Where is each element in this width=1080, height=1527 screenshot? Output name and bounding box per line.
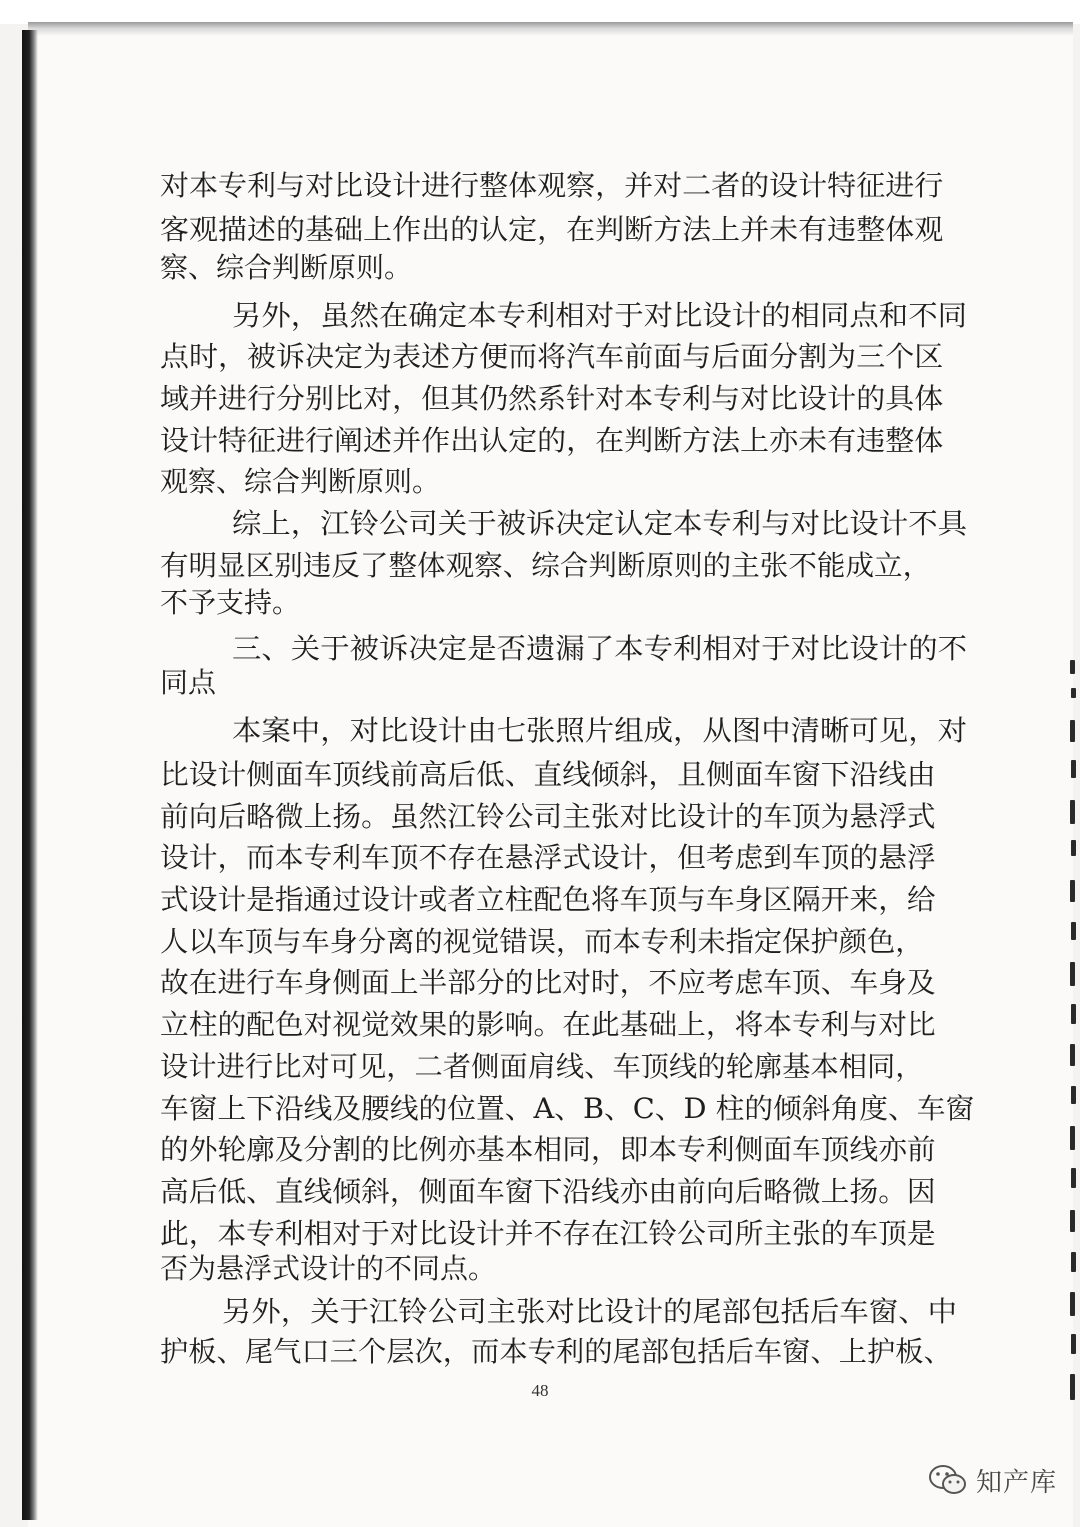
text-line: 设计进行比对可见，二者侧面肩线、车顶线的轮廓基本相同， [160, 1050, 924, 1083]
text-line: 不予支持。 [160, 586, 301, 619]
text-line: 对本专利与对比设计进行整体观察，并对二者的设计特征进行 [160, 169, 944, 202]
text-line: 本案中，对比设计由七张照片组成，从图中清晰可见，对 [232, 714, 968, 747]
text-line: 否为悬浮式设计的不同点。 [160, 1252, 497, 1285]
text-line: 高后低、直线倾斜，侧面车窗下沿线亦由前向后略微上扬。因 [160, 1175, 936, 1208]
text-line: 有明显区别违反了整体观察、综合判断原则的主张不能成立， [160, 549, 932, 582]
text-line: 综上，江铃公司关于被诉决定认定本专利与对比设计不具 [232, 507, 968, 540]
text-line: 设计，而本专利车顶不存在悬浮式设计，但考虑到车顶的悬浮 [160, 841, 936, 874]
text-line: 域并进行分别比对，但其仍然系针对本专利与对比设计的具体 [160, 382, 944, 415]
text-line: 察、综合判断原则。 [160, 251, 413, 284]
watermark [928, 1458, 1057, 1502]
text-line: 客观描述的基础上作出的认定，在判断方法上并未有违整体观 [160, 213, 944, 246]
text-line: 此，本专利相对于对比设计并不存在江铃公司所主张的车顶是 [160, 1217, 936, 1250]
page-number: 48 [531, 1381, 549, 1400]
scan-top-shadow [28, 22, 1073, 36]
text-line: 比设计侧面车顶线前高后低、直线倾斜，且侧面车窗下沿线由 [160, 758, 936, 791]
text-line: 的外轮廓及分割的比例亦基本相同，即本专利侧面车顶线亦前 [160, 1133, 936, 1166]
text-line: 设计特征进行阐述并作出认定的，在判断方法上亦未有违整体 [160, 424, 944, 457]
section-heading: 同点 [160, 666, 217, 699]
binding-marks [1056, 640, 1080, 1420]
text-line: 观察、综合判断原则。 [160, 465, 441, 498]
text-line: 式设计是指通过设计或者立柱配色将车顶与车身区隔开来，给 [160, 883, 936, 916]
wechat-logo-icon [928, 1463, 968, 1497]
watermark-text: 知产库 [976, 1467, 1058, 1498]
text-line: 另外，虽然在确定本专利相对于对比设计的相同点和不同 [232, 299, 968, 332]
text-line: 车窗上下沿线及腰线的位置、A、B、C、D 柱的倾斜角度、车窗 [160, 1092, 975, 1125]
text-line: 另外，关于江铃公司主张对比设计的尾部包括后车窗、中 [222, 1295, 958, 1328]
text-line: 点时，被诉决定为表述方便而将汽车前面与后面分割为三个区 [160, 340, 944, 373]
text-line: 立柱的配色对视觉效果的影响。在此基础上，将本专利与对比 [160, 1008, 936, 1041]
text-line: 前向后略微上扬。虽然江铃公司主张对比设计的车顶为悬浮式 [160, 800, 936, 833]
text-line: 人以车顶与车身分离的视觉错误，而本专利未指定保护颜色， [160, 925, 924, 958]
section-heading: 三、关于被诉决定是否遗漏了本专利相对于对比设计的不 [232, 632, 968, 665]
scan-left-edge [22, 30, 38, 1520]
scan-top-margin [0, 0, 1080, 24]
text-line: 故在进行车身侧面上半部分的比对时，不应考虑车顶、车身及 [160, 966, 936, 999]
text-line: 护板、尾气口三个层次，而本专利的尾部包括后车窗、上护板、 [160, 1335, 952, 1368]
